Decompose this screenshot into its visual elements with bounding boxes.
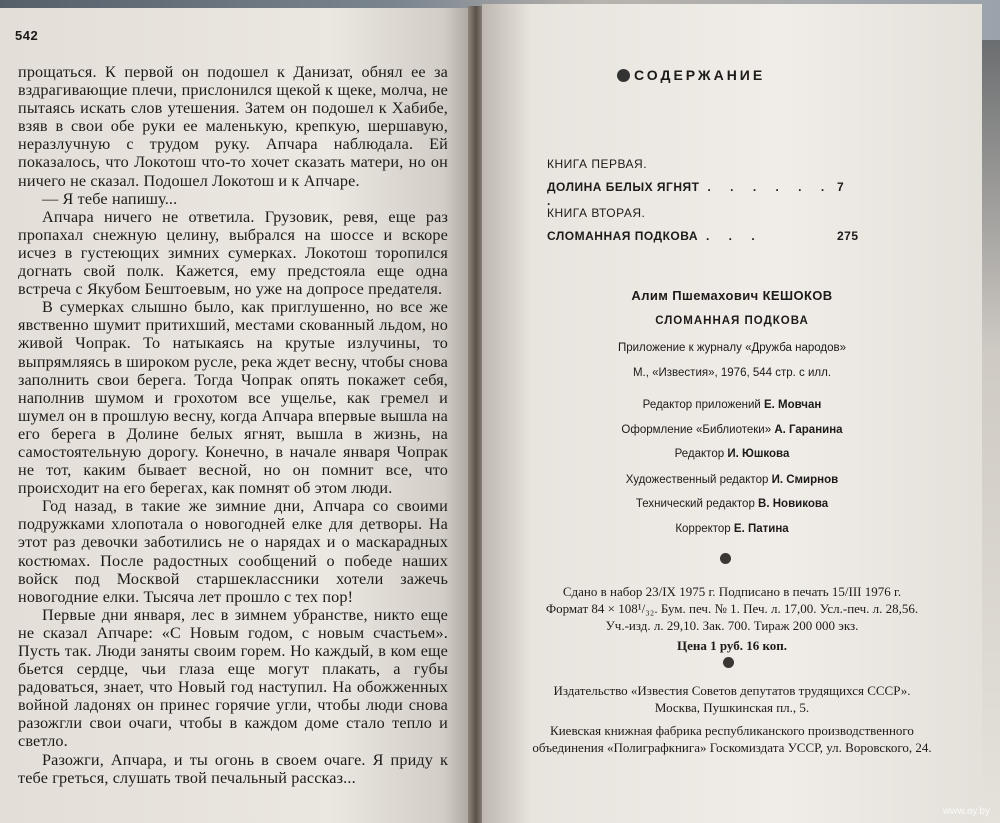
body-text [18,63,448,787]
print-info-line: Формат 84 × 108¹/₃₂. Бум. печ. № 1. Печ. л. 17,00. Усл.-печ. л. 28,56. [545,601,919,616]
paragraph: Первые дни января, лес в зимнем убранстве, никто еще не сказал Апчаре: «С Новым годом, с новым счастьем». Пусть так. Люди заняты своим горем. Но каждый, в ком еще бьется сердце, чьи глаза еще могут плакать, а губы радоваться, знает, что Новый год наступил. На обожженных войной ладонях он принес горячие угли, чтобы люди снова разожгли свои очаги, чтобы в каждом доме стало тепло и светло. [18,605,448,751]
paragraph: прощаться. К первой он подошел к Данизат, обнял ее за вздрагивающие плечи, прислонился щекой к щеке, молча, не пытаясь искать слов утешения. Затем он подошел к Хабибе, взяв в свои обе руки ее маленькую, крепкую, шершавую, неразлучную с трудом руку. Апчара наблюдала. Ей показалось, что Локотош что-то хочет сказать матери, но он ничего не сказал. Подошел Локотош и к Апчаре. [18,63,448,190]
printer-line: объединения «Полиграфкнига» Госкомиздата УССР, ул. Воровского, 24. [532,740,932,755]
credit-line: Технический редактор В. Новикова [635,498,829,510]
toc-entry: КНИГА ПЕРВАЯ. [547,157,648,171]
paragraph: Апчара ничего не ответила. Грузовик, ревя, еще раз пропахал снежную целину, выбрался на шоссе и вскоре исчез в густеющих зимних сумерках. Локотош торопился догнать свой полк. Кажется, ему предстояла еще одна встреча с Якубом Бештоевым, но уже на допросе предателя. [18,207,448,299]
credit-line: Редактор И. Юшкова [674,448,790,460]
left-page [0,8,472,823]
publication-line: М., «Известия», 1976, 544 стр. с илл. [632,367,832,379]
watermark: www.ay.by [942,806,990,817]
bullet-icon [617,69,630,82]
credit-line: Оформление «Библиотеки» А. Гаранина [621,424,843,436]
publisher-line: Издательство «Известия Советов депутатов трудящихся СССР». [553,683,911,698]
book-title: СЛОМАННАЯ ПОДКОВА [655,315,809,327]
credit-line: Редактор приложений Е. Мовчан [642,399,822,411]
toc-heading: СОДЕРЖАНИЕ [617,67,765,83]
printer-line: Киевская книжная фабрика республиканского производственного [550,723,914,738]
paragraph: — Я тебе напишу... [42,189,178,208]
price-line: Цена 1 руб. 16 коп. [676,638,788,653]
publisher-line: Москва, Пушкинская пл., 5. [654,700,810,715]
toc-entry: КНИГА ВТОРАЯ. [547,206,646,220]
credit-line: Художественный редактор И. Смирнов [625,474,839,486]
page-number: 542 [15,28,39,43]
toc-page-number: 275 [837,229,859,243]
toc-page-number: 7 [837,180,845,194]
print-info-line: Сдано в набор 23/IX 1975 г. Подписано в печать 15/III 1976 г. [562,584,902,599]
toc-entry: СЛОМАННАЯ ПОДКОВА . . . 275 [547,229,859,243]
paragraph: Год назад, в такие же зимние дни, Апчара со своими подружками хлопотала о новогодней елке для детворы. На этот раз девочки заботились не о нарядах и о маскарадных костюмах. После радостных сообщений о победе наших войск под Москвой старшеклассники хотели зажечь новогодние елки. Тысяча лет прошло с тех пор! [18,497,448,606]
author-name: Алим Пшемахович КЕШОКОВ [631,288,833,303]
print-info-line: Уч.-изд. л. 29,10. Зак. 700. Тираж 200 000 экз. [605,618,859,633]
ornament-icon [720,553,731,564]
toc-entry: ДОЛИНА БЕЛЫХ ЯГНЯТ . . . . . . . 7 [547,180,845,208]
right-page [482,4,982,823]
credit-line: Корректор Е. Патина [675,523,789,535]
paragraph: В сумерках слышно было, как приглушенно, но все же явственно шумит притихший, местами скованный льдом, но живой Чопрак. То натыкаясь на крутые излучины, то выпрямляясь в широком русле, река ждет весну, чтобы снова заполнить свои берега. Тогда Чопрак опять покажет себя, наполнив шумом и грохотом все ущелье, как гремел и шумел он в прошлую весну, когда Апчара впервые вышла на его берега в Долине белых ягнят, вышла в жизнь, на самостоятельную дорогу. Конечно, в начале января Чопрак не тот, каким бывает весной, но он помнит все, что происходит на его берегах, как помнят об этом люди. [18,298,448,498]
paragraph: Разожги, Апчара, и ты огонь в своем очаге. Я приду к тебе греться, слушать твой печальный рассказ... [18,750,448,787]
supplement-line: Приложение к журналу «Дружба народов» [617,342,847,354]
ornament-icon [723,657,734,668]
